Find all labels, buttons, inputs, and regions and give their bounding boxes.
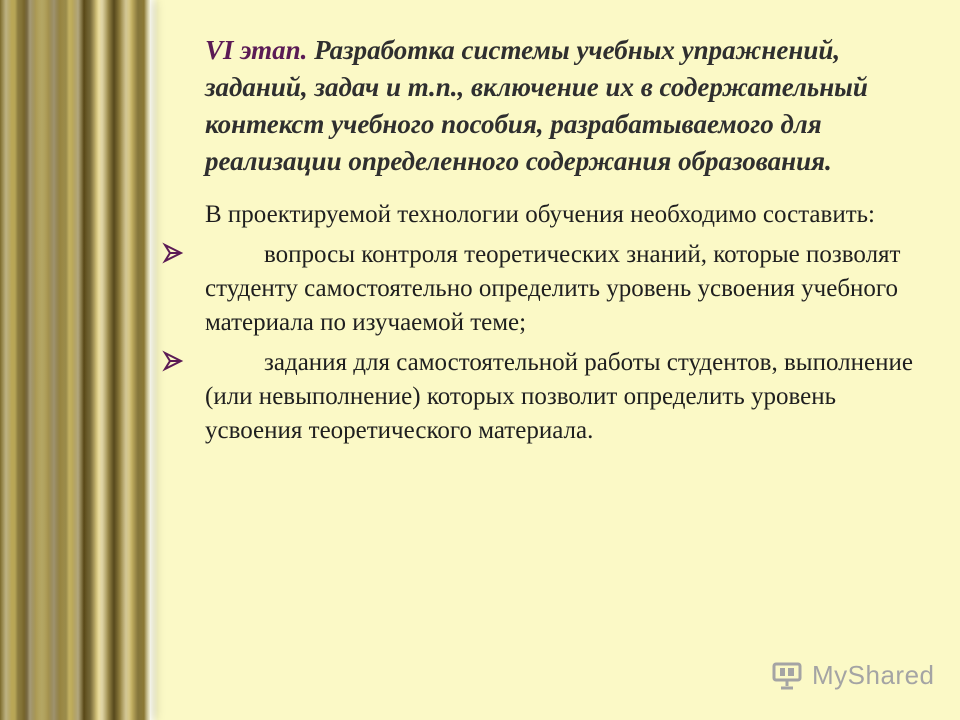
- slide-heading: [205, 32, 930, 180]
- decorative-left-border: [0, 0, 150, 720]
- slide-content: [205, 32, 930, 448]
- logo-text: MyShared: [812, 659, 935, 690]
- intro-paragraph: В проектируемой технологии обучения необходимо составить:: [205, 201, 875, 228]
- myshared-logo: [770, 655, 935, 695]
- stage-label: VI этап.: [205, 35, 308, 65]
- presentation-icon: [770, 660, 804, 690]
- list-item: [205, 346, 930, 448]
- heading-text: Разработка системы учебных упражнений, заданий, задач и т.п., включение их в содержательный контекст учебного пособия, разрабатываемого для реализации определенного содержания образования.: [205, 35, 868, 176]
- bullet-list: [205, 238, 930, 448]
- bullet-text: вопросы контроля теоретических знаний, которые позволят студенту самостоятельно определить уровень усвоения учебного материала по изучаемой теме;: [205, 241, 901, 336]
- bullet-text: задания для самостоятельной работы студентов, выполнение (или невыполнение) которых позволит определить уровень усвоения теоретического материала.: [205, 349, 913, 444]
- arrow-bullet-icon: [162, 240, 184, 262]
- list-item: [205, 238, 930, 340]
- arrow-bullet-icon: [162, 348, 184, 370]
